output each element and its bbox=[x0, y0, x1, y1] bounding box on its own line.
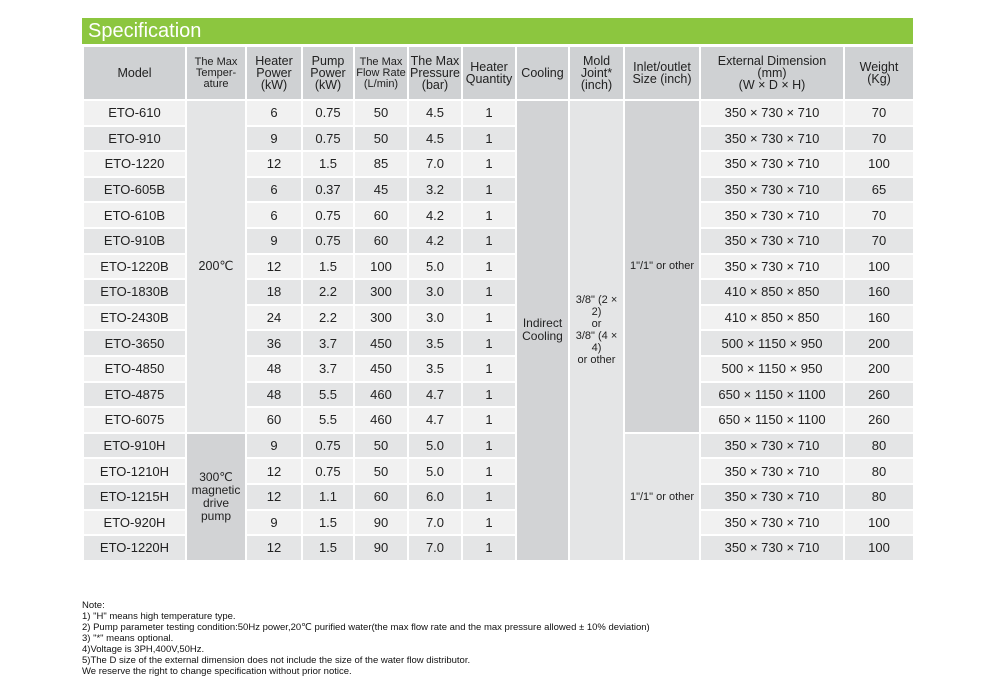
max-pressure-cell: 3.2 bbox=[408, 177, 462, 203]
model-cell: ETO-1220 bbox=[83, 151, 186, 177]
model-cell: ETO-910H bbox=[83, 433, 186, 459]
pump-power-cell: 2.2 bbox=[302, 279, 354, 305]
max-flow-cell: 450 bbox=[354, 330, 408, 356]
weight-cell: 70 bbox=[844, 100, 914, 126]
weight-cell: 80 bbox=[844, 484, 914, 510]
page-title: Specification bbox=[82, 18, 913, 44]
external-dimension-cell: 650 × 1150 × 1100 bbox=[700, 382, 844, 408]
model-cell: ETO-2430B bbox=[83, 305, 186, 331]
note-line: We reserve the right to change specification without prior notice. bbox=[82, 666, 352, 677]
model-cell: ETO-1220H bbox=[83, 535, 186, 561]
heater-quantity-cell: 1 bbox=[462, 279, 516, 305]
heater-quantity-cell: 1 bbox=[462, 254, 516, 280]
max-pressure-cell: 3.5 bbox=[408, 356, 462, 382]
header-heater-power: Heater Power (kW) bbox=[246, 46, 302, 100]
pump-power-cell: 0.75 bbox=[302, 458, 354, 484]
header-max-pressure: The Max Pressure (bar) bbox=[408, 46, 462, 100]
max-flow-cell: 50 bbox=[354, 458, 408, 484]
heater-quantity-cell: 1 bbox=[462, 330, 516, 356]
model-cell: ETO-6075 bbox=[83, 407, 186, 433]
max-flow-cell: 60 bbox=[354, 228, 408, 254]
heater-quantity-cell: 1 bbox=[462, 228, 516, 254]
weight-cell: 160 bbox=[844, 305, 914, 331]
weight-cell: 80 bbox=[844, 433, 914, 459]
max-pressure-cell: 3.0 bbox=[408, 279, 462, 305]
header-max-flow: The Max Flow Rate (L/min) bbox=[354, 46, 408, 100]
max-flow-cell: 85 bbox=[354, 151, 408, 177]
max-flow-cell: 90 bbox=[354, 510, 408, 536]
max-flow-cell: 300 bbox=[354, 279, 408, 305]
heater-power-cell: 9 bbox=[246, 433, 302, 459]
heater-quantity-cell: 1 bbox=[462, 510, 516, 536]
mold-joint-cell: 3/8" (2 × 2) or 3/8" (4 × 4) or other bbox=[569, 100, 624, 561]
heater-power-cell: 18 bbox=[246, 279, 302, 305]
heater-quantity-cell: 1 bbox=[462, 382, 516, 408]
heater-quantity-cell: 1 bbox=[462, 305, 516, 331]
weight-cell: 100 bbox=[844, 151, 914, 177]
heater-quantity-cell: 1 bbox=[462, 458, 516, 484]
external-dimension-cell: 350 × 730 × 710 bbox=[700, 458, 844, 484]
notes bbox=[82, 600, 650, 677]
weight-cell: 100 bbox=[844, 535, 914, 561]
specification-table bbox=[82, 45, 915, 562]
max-flow-cell: 300 bbox=[354, 305, 408, 331]
table-row bbox=[83, 433, 914, 459]
weight-cell: 100 bbox=[844, 254, 914, 280]
model-cell: ETO-1215H bbox=[83, 484, 186, 510]
external-dimension-cell: 350 × 730 × 710 bbox=[700, 484, 844, 510]
max-flow-cell: 50 bbox=[354, 433, 408, 459]
pump-power-cell: 1.5 bbox=[302, 254, 354, 280]
model-cell: ETO-610 bbox=[83, 100, 186, 126]
weight-cell: 260 bbox=[844, 407, 914, 433]
max-pressure-cell: 3.0 bbox=[408, 305, 462, 331]
model-cell: ETO-1210H bbox=[83, 458, 186, 484]
pump-power-cell: 2.2 bbox=[302, 305, 354, 331]
max-pressure-cell: 7.0 bbox=[408, 151, 462, 177]
model-cell: ETO-605B bbox=[83, 177, 186, 203]
model-cell: ETO-910 bbox=[83, 126, 186, 152]
heater-power-cell: 6 bbox=[246, 202, 302, 228]
heater-quantity-cell: 1 bbox=[462, 100, 516, 126]
external-dimension-cell: 500 × 1150 × 950 bbox=[700, 356, 844, 382]
model-cell: ETO-1220B bbox=[83, 254, 186, 280]
weight-cell: 160 bbox=[844, 279, 914, 305]
heater-power-cell: 36 bbox=[246, 330, 302, 356]
pump-power-cell: 1.5 bbox=[302, 151, 354, 177]
pump-power-cell: 0.75 bbox=[302, 202, 354, 228]
header-weight: Weight (Kg) bbox=[844, 46, 914, 100]
header-inlet-outlet: Inlet/outlet Size (inch) bbox=[624, 46, 700, 100]
header-external-dimension: External Dimension (mm) (W × D × H) bbox=[700, 46, 844, 100]
max-pressure-cell: 4.5 bbox=[408, 126, 462, 152]
max-flow-cell: 460 bbox=[354, 407, 408, 433]
heater-quantity-cell: 1 bbox=[462, 126, 516, 152]
max-flow-cell: 60 bbox=[354, 484, 408, 510]
inlet-outlet-300-cell: 1"/1" or other bbox=[624, 433, 700, 561]
max-flow-cell: 50 bbox=[354, 100, 408, 126]
pump-power-cell: 0.37 bbox=[302, 177, 354, 203]
pump-power-cell: 0.75 bbox=[302, 433, 354, 459]
external-dimension-cell: 350 × 730 × 710 bbox=[700, 126, 844, 152]
pump-power-cell: 1.1 bbox=[302, 484, 354, 510]
heater-quantity-cell: 1 bbox=[462, 407, 516, 433]
external-dimension-cell: 350 × 730 × 710 bbox=[700, 177, 844, 203]
heater-quantity-cell: 1 bbox=[462, 433, 516, 459]
external-dimension-cell: 350 × 730 × 710 bbox=[700, 510, 844, 536]
max-flow-cell: 60 bbox=[354, 202, 408, 228]
cooling-cell: Indirect Cooling bbox=[516, 100, 569, 561]
weight-cell: 70 bbox=[844, 126, 914, 152]
max-flow-cell: 45 bbox=[354, 177, 408, 203]
max-pressure-cell: 3.5 bbox=[408, 330, 462, 356]
weight-cell: 80 bbox=[844, 458, 914, 484]
max-pressure-cell: 4.2 bbox=[408, 202, 462, 228]
pump-power-cell: 5.5 bbox=[302, 382, 354, 408]
table-row bbox=[83, 100, 914, 126]
model-cell: ETO-910B bbox=[83, 228, 186, 254]
pump-power-cell: 3.7 bbox=[302, 330, 354, 356]
header-row bbox=[83, 46, 914, 100]
header-max-temp: The Max Temper- ature bbox=[186, 46, 246, 100]
heater-quantity-cell: 1 bbox=[462, 535, 516, 561]
heater-quantity-cell: 1 bbox=[462, 177, 516, 203]
pump-power-cell: 1.5 bbox=[302, 510, 354, 536]
weight-cell: 65 bbox=[844, 177, 914, 203]
external-dimension-cell: 410 × 850 × 850 bbox=[700, 305, 844, 331]
heater-quantity-cell: 1 bbox=[462, 202, 516, 228]
max-pressure-cell: 5.0 bbox=[408, 458, 462, 484]
heater-power-cell: 6 bbox=[246, 100, 302, 126]
weight-cell: 70 bbox=[844, 228, 914, 254]
external-dimension-cell: 650 × 1150 × 1100 bbox=[700, 407, 844, 433]
weight-cell: 70 bbox=[844, 202, 914, 228]
note-line: 2) Pump parameter testing condition:50Hz power,20℃ purified water(the max flow rate and the max pressure allowed ± 10% deviation) bbox=[82, 622, 650, 633]
max-pressure-cell: 6.0 bbox=[408, 484, 462, 510]
heater-power-cell: 12 bbox=[246, 484, 302, 510]
external-dimension-cell: 350 × 730 × 710 bbox=[700, 535, 844, 561]
heater-power-cell: 60 bbox=[246, 407, 302, 433]
weight-cell: 260 bbox=[844, 382, 914, 408]
external-dimension-cell: 350 × 730 × 710 bbox=[700, 202, 844, 228]
note-line: Note: bbox=[82, 600, 105, 611]
max-pressure-cell: 5.0 bbox=[408, 433, 462, 459]
weight-cell: 200 bbox=[844, 356, 914, 382]
heater-power-cell: 12 bbox=[246, 535, 302, 561]
max-pressure-cell: 4.7 bbox=[408, 407, 462, 433]
pump-power-cell: 0.75 bbox=[302, 100, 354, 126]
external-dimension-cell: 350 × 730 × 710 bbox=[700, 100, 844, 126]
max-pressure-cell: 7.0 bbox=[408, 510, 462, 536]
note-line: 4)Voltage is 3PH,400V,50Hz. bbox=[82, 644, 205, 655]
max-flow-cell: 50 bbox=[354, 126, 408, 152]
header-model: Model bbox=[83, 46, 186, 100]
heater-power-cell: 9 bbox=[246, 126, 302, 152]
heater-power-cell: 48 bbox=[246, 356, 302, 382]
heater-power-cell: 12 bbox=[246, 151, 302, 177]
model-cell: ETO-1830B bbox=[83, 279, 186, 305]
max-flow-cell: 90 bbox=[354, 535, 408, 561]
heater-power-cell: 48 bbox=[246, 382, 302, 408]
heater-quantity-cell: 1 bbox=[462, 356, 516, 382]
heater-power-cell: 9 bbox=[246, 510, 302, 536]
pump-power-cell: 0.75 bbox=[302, 126, 354, 152]
external-dimension-cell: 350 × 730 × 710 bbox=[700, 151, 844, 177]
heater-power-cell: 24 bbox=[246, 305, 302, 331]
weight-cell: 200 bbox=[844, 330, 914, 356]
heater-quantity-cell: 1 bbox=[462, 484, 516, 510]
heater-power-cell: 6 bbox=[246, 177, 302, 203]
pump-power-cell: 5.5 bbox=[302, 407, 354, 433]
model-cell: ETO-4850 bbox=[83, 356, 186, 382]
max-pressure-cell: 4.5 bbox=[408, 100, 462, 126]
heater-quantity-cell: 1 bbox=[462, 151, 516, 177]
header-heater-quantity: Heater Quantity bbox=[462, 46, 516, 100]
pump-power-cell: 3.7 bbox=[302, 356, 354, 382]
max-flow-cell: 460 bbox=[354, 382, 408, 408]
heater-power-cell: 12 bbox=[246, 254, 302, 280]
external-dimension-cell: 350 × 730 × 710 bbox=[700, 228, 844, 254]
model-cell: ETO-920H bbox=[83, 510, 186, 536]
max-temp-200-cell: 200℃ bbox=[186, 100, 246, 433]
weight-cell: 100 bbox=[844, 510, 914, 536]
header-pump-power: Pump Power (kW) bbox=[302, 46, 354, 100]
heater-power-cell: 9 bbox=[246, 228, 302, 254]
max-pressure-cell: 4.7 bbox=[408, 382, 462, 408]
max-flow-cell: 100 bbox=[354, 254, 408, 280]
max-pressure-cell: 4.2 bbox=[408, 228, 462, 254]
max-temp-300-cell: 300℃ magnetic drive pump bbox=[186, 433, 246, 561]
pump-power-cell: 1.5 bbox=[302, 535, 354, 561]
model-cell: ETO-4875 bbox=[83, 382, 186, 408]
pump-power-cell: 0.75 bbox=[302, 228, 354, 254]
model-cell: ETO-610B bbox=[83, 202, 186, 228]
header-mold-joint: Mold Joint* (inch) bbox=[569, 46, 624, 100]
heater-power-cell: 12 bbox=[246, 458, 302, 484]
external-dimension-cell: 350 × 730 × 710 bbox=[700, 254, 844, 280]
external-dimension-cell: 350 × 730 × 710 bbox=[700, 433, 844, 459]
note-line: 5)The D size of the external dimension does not include the size of the water flow distributor. bbox=[82, 655, 471, 666]
external-dimension-cell: 410 × 850 × 850 bbox=[700, 279, 844, 305]
max-pressure-cell: 5.0 bbox=[408, 254, 462, 280]
max-flow-cell: 450 bbox=[354, 356, 408, 382]
note-line: 1) "H" means high temperature type. bbox=[82, 611, 236, 622]
external-dimension-cell: 500 × 1150 × 950 bbox=[700, 330, 844, 356]
max-pressure-cell: 7.0 bbox=[408, 535, 462, 561]
model-cell: ETO-3650 bbox=[83, 330, 186, 356]
inlet-outlet-200-cell: 1"/1" or other bbox=[624, 100, 700, 433]
note-line: 3) "*" means optional. bbox=[82, 633, 174, 644]
header-cooling: Cooling bbox=[516, 46, 569, 100]
